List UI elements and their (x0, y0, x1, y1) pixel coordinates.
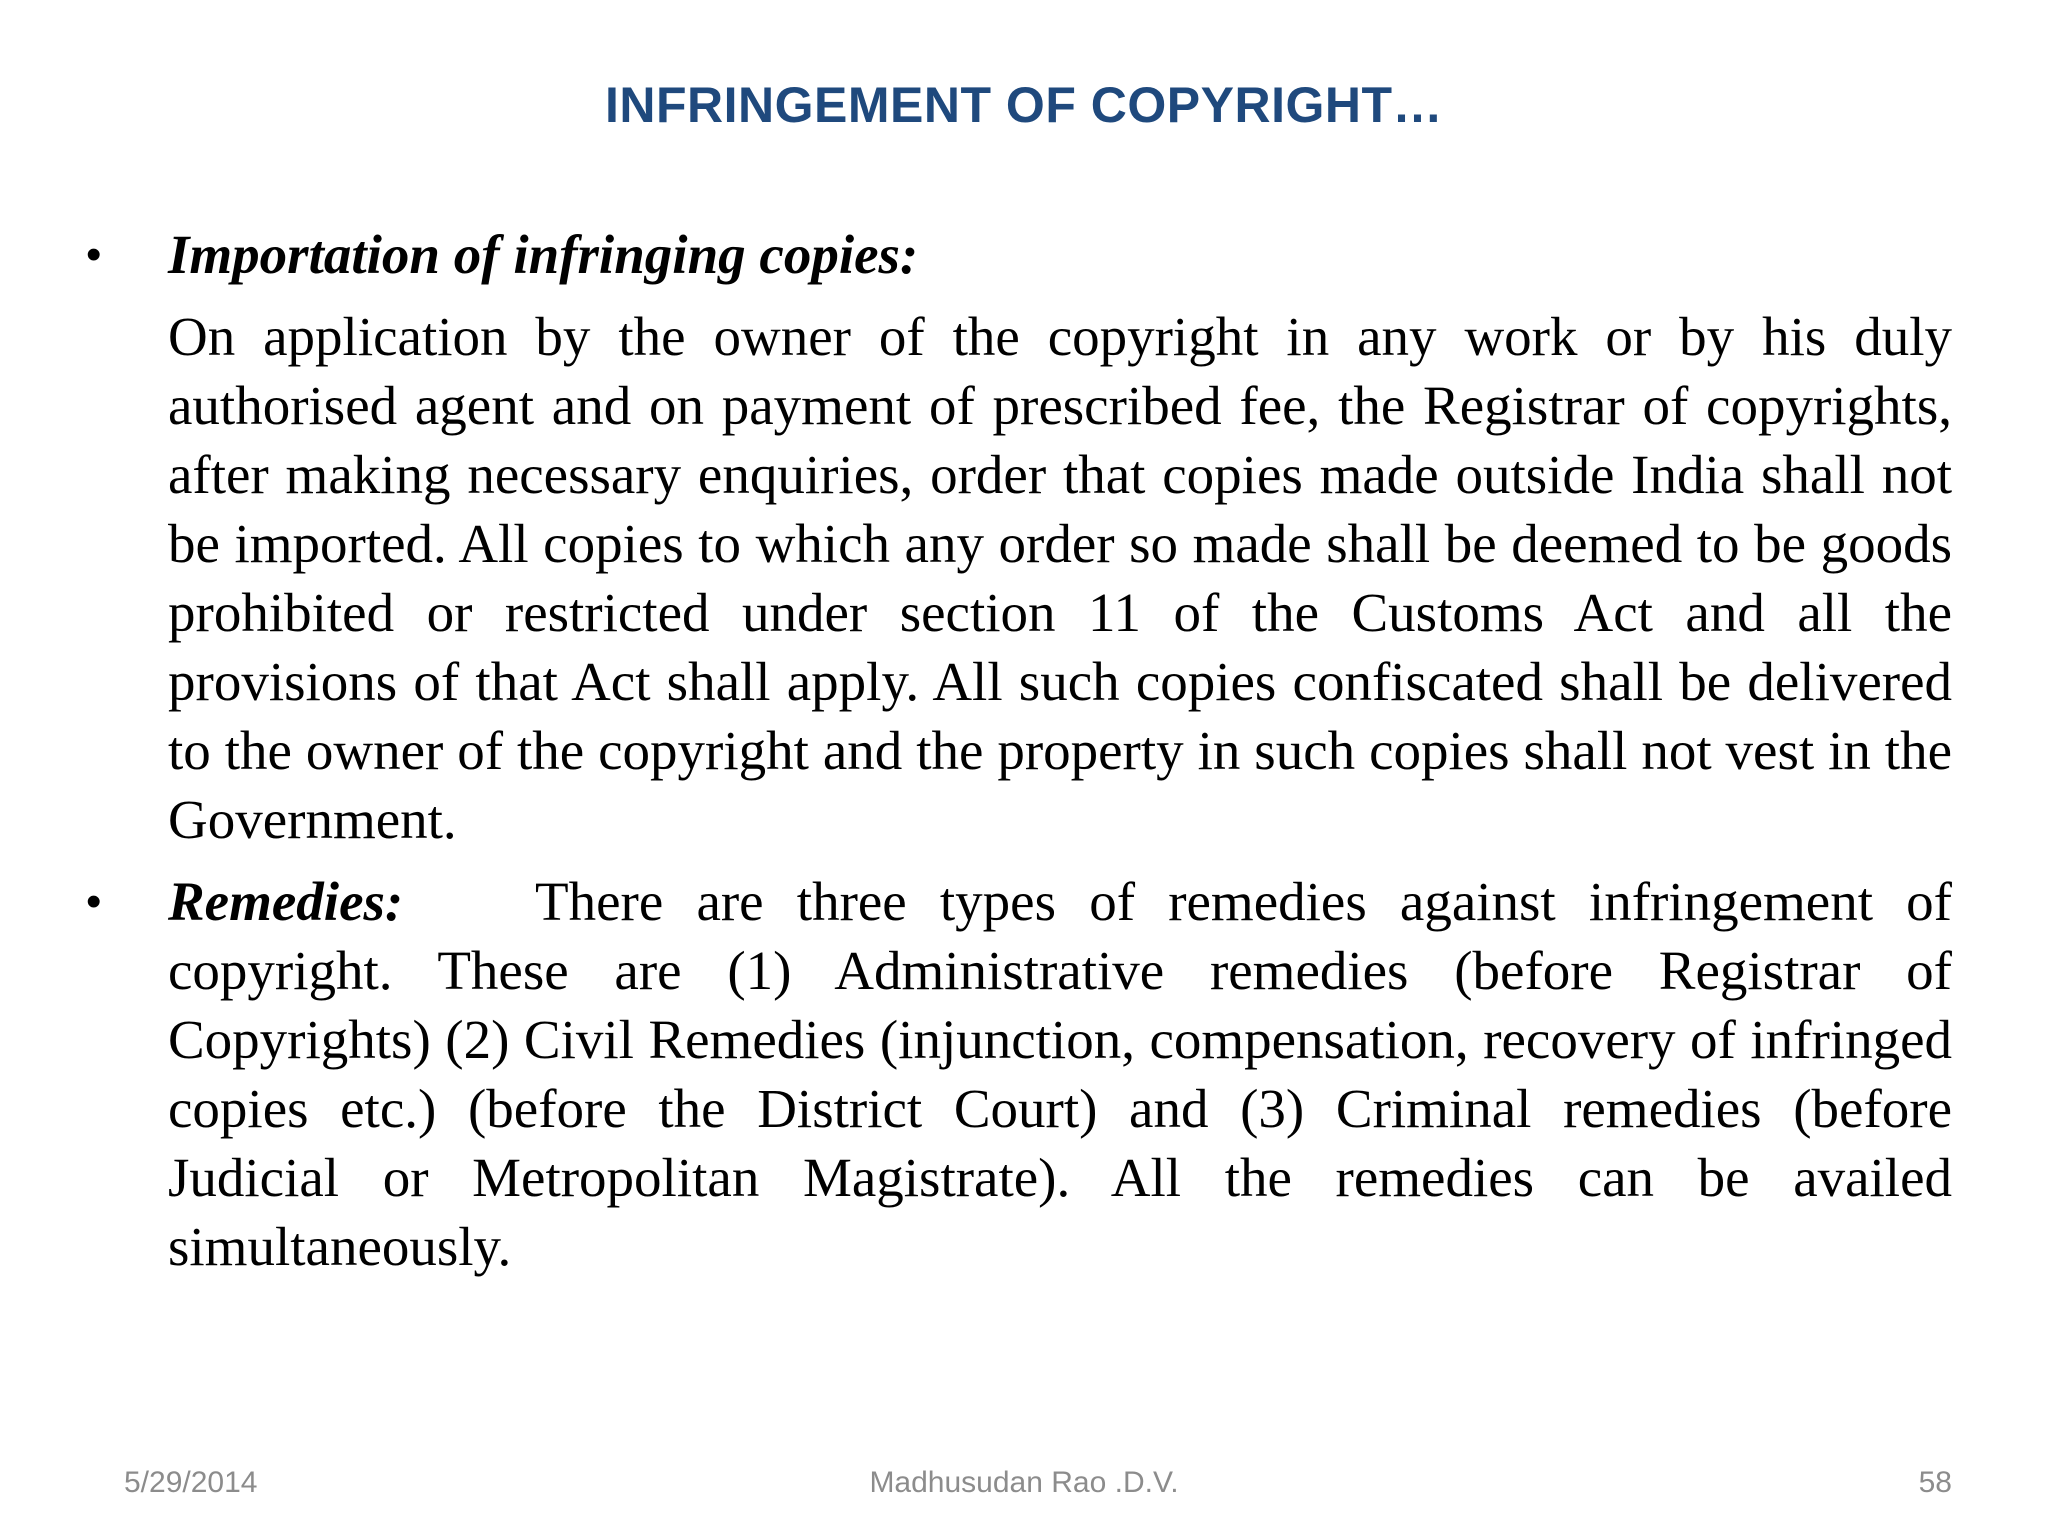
slide-body (82, 220, 1952, 1281)
footer-author: Madhusudan Rao .D.V. (869, 1466, 1179, 1499)
bullet-heading: Remedies: (168, 871, 404, 932)
bullet-heading: Importation of infringing copies: (168, 224, 919, 285)
bullet-importation (82, 220, 1952, 854)
bullet-point-icon: • (86, 877, 102, 926)
slide-title: INFRINGEMENT OF COPYRIGHT… (605, 77, 1443, 133)
footer-page-number: 58 (1918, 1466, 1952, 1499)
bullet-paragraph: There are three types of remedies against infringement of copyright. These are (1) Administrative remedies (before Registrar of Copyrights) (2) Civil Remedies (injunction, compensation, recovery of infringed copies etc.) (before the District Court) and (3) Criminal remedies (before Judicial or Metropolitan Magistrate). All the remedies can be availed simultaneously. (168, 871, 1953, 1277)
bullet-paragraph: On application by the owner of the copyright in any work or by his duly authorised agent and on payment of prescribed fee, the Registrar of copyrights, after making necessary enquiries, order that copies made outside India shall not be imported. All copies to which any order so made shall be deemed to be goods prohibited or restricted under section 11 of the Customs Act and all the provisions of that Act shall apply. All such copies confiscated shall be delivered to the owner of the copyright and the property in such copies shall not vest in the Government. (168, 306, 1952, 850)
footer-date: 5/29/2014 (124, 1466, 258, 1499)
bullet-remedies (82, 867, 1952, 1281)
spacer (436, 871, 535, 932)
bullet-point-icon: • (86, 230, 102, 279)
